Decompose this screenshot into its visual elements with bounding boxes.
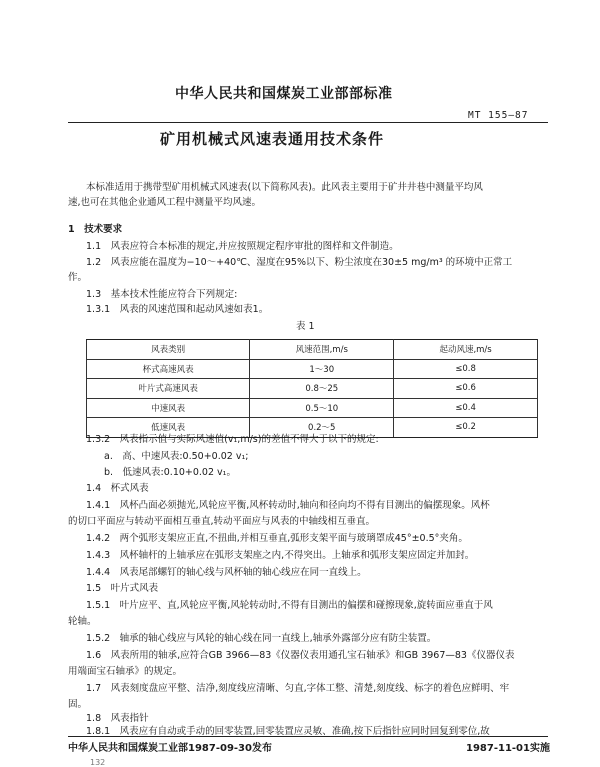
clause-1-4-1-line-2: 的切口平面应与转动平面相互垂直,转动平面应与风表的中轴线相互垂直。 [68, 516, 376, 527]
column-header-range: 风速范围,m/s [250, 340, 394, 360]
table-cell: 0.8～25 [250, 379, 394, 399]
issue-date: 中华人民共和国煤炭工业部1987-09-30发布 [68, 743, 272, 754]
clause-1-6-line-2: 用端面宝石轴承》的规定。 [68, 666, 183, 677]
item-b: b. 低速风表:0.10+0.02 v₁。 [104, 467, 236, 478]
clause-1-4-1-line-1: 1.4.1 风杯凸面必须抛光,风轮应平衡,风杯转动时,轴向和径向均不得有目测出的偏摆现象。风杯 [86, 500, 490, 511]
clause-1-2-line-1: 1.2 风表应能在温度为−10～+40℃、湿度在95%以下、粉尘浓度在30±5 mg/m³ 的环境中正常工 [86, 257, 513, 268]
clause-1-8: 1.8 风表指针 [86, 713, 149, 724]
table-row [87, 379, 538, 399]
intro-line-1: 本标准适用于携带型矿用机械式风速表(以下简称风表)。此风表主要用于矿井井巷中测量平均风 [86, 182, 483, 193]
table-cell: 1～30 [250, 359, 394, 379]
clause-1-5-2: 1.5.2 轴承的轴心线应与风轮的轴心线在同一直线上,轴承外露部分应有防尘装置。 [86, 633, 437, 644]
intro-line-2: 速,也可在其他企业通风工程中测量平均风速。 [68, 197, 262, 208]
item-a: a. 高、中速风表:0.50+0.02 v₁; [104, 451, 249, 462]
clause-1-3: 1.3 基本技术性能应符合下列规定: [86, 289, 238, 300]
table-header-row [87, 340, 538, 360]
table-cell: 叶片式高速风表 [87, 379, 250, 399]
footer-rule [68, 736, 548, 737]
clause-1-1: 1.1 风表应符合本标准的规定,并应按照规定程序审批的图样和文件制造。 [86, 241, 399, 252]
clause-1-4-2: 1.4.2 两个弧形支架应正直,不扭曲,并相互垂直,弧形支架平面与玻璃罩成45°±0.5°夹角。 [86, 533, 468, 544]
table-cell: ≤0.2 [394, 418, 538, 438]
clause-1-3-2: 1.3.2 风表指示值与实际风速值(v₁,m/s)的差值不得大于以下的规定: [86, 434, 379, 445]
effective-date: 1987-11-01实施 [466, 743, 550, 754]
table-cell: ≤0.4 [394, 398, 538, 418]
clause-1-8-1: 1.8.1 风表应有自动或手动的回零装置,回零装置应灵敏、准确,按下后指针应同时回复到零位,故 [86, 726, 490, 737]
table-cell: 低速风表 [87, 418, 250, 438]
page-number: 132 [90, 758, 106, 767]
clause-1-2-line-2: 作。 [68, 272, 88, 283]
clause-1-5-1-line-2: 轮轴。 [68, 616, 97, 627]
standard-code: MT 155—87 [468, 110, 529, 121]
table-cell: 中速风表 [87, 398, 250, 418]
column-header-type: 风表类别 [87, 340, 250, 360]
table-cell: 0.2～5 [250, 418, 394, 438]
table-caption: 表 1 [296, 321, 315, 332]
header-rule [68, 122, 548, 123]
table-cell: 0.5～10 [250, 398, 394, 418]
clause-1-4: 1.4 杯式风表 [86, 483, 149, 494]
ministry-standard-heading: 中华人民共和国煤炭工业部部标准 [175, 86, 393, 102]
clause-1-5: 1.5 叶片式风表 [86, 583, 159, 594]
table-cell: ≤0.6 [394, 379, 538, 399]
clause-1-3-1: 1.3.1 风表的风速范围和起动风速如表1。 [86, 304, 269, 315]
clause-1-4-3: 1.4.3 风杯轴杆的上轴承应在弧形支架座之内,不得突出。上轴承和弧形支架应固定并加封。 [86, 550, 475, 561]
document-title: 矿用机械式风速表通用技术条件 [160, 130, 385, 148]
clause-1-7-line-1: 1.7 风表刻度盘应平整、洁净,刻度线应清晰、匀直,字体工整、清楚,刻度线、标字的着色应鲜明、牢 [86, 683, 510, 694]
table-cell: ≤0.8 [394, 359, 538, 379]
clause-1-4-4: 1.4.4 风表尾部螺钉的轴心线与风杯轴的轴心线应在同一直线上。 [86, 567, 367, 578]
clause-1-6-line-1: 1.6 风表所用的轴承,应符合GB 3966—83《仪器仪表用通孔宝石轴承》和GB 3967—83《仪器仪表 [86, 650, 515, 661]
table-row [87, 398, 538, 418]
clause-1-5-1-line-1: 1.5.1 叶片应平、直,风轮应平衡,风轮转动时,不得有目测出的偏摆和碰擦现象,旋转面应垂直于风 [86, 600, 493, 611]
wind-speed-table [86, 339, 538, 438]
table-cell: 杯式高速风表 [87, 359, 250, 379]
clause-1-7-line-2: 固。 [68, 699, 88, 710]
column-header-start-speed: 起动风速,m/s [394, 340, 538, 360]
section-1-heading: 1 技术要求 [68, 224, 123, 235]
table-row [87, 359, 538, 379]
